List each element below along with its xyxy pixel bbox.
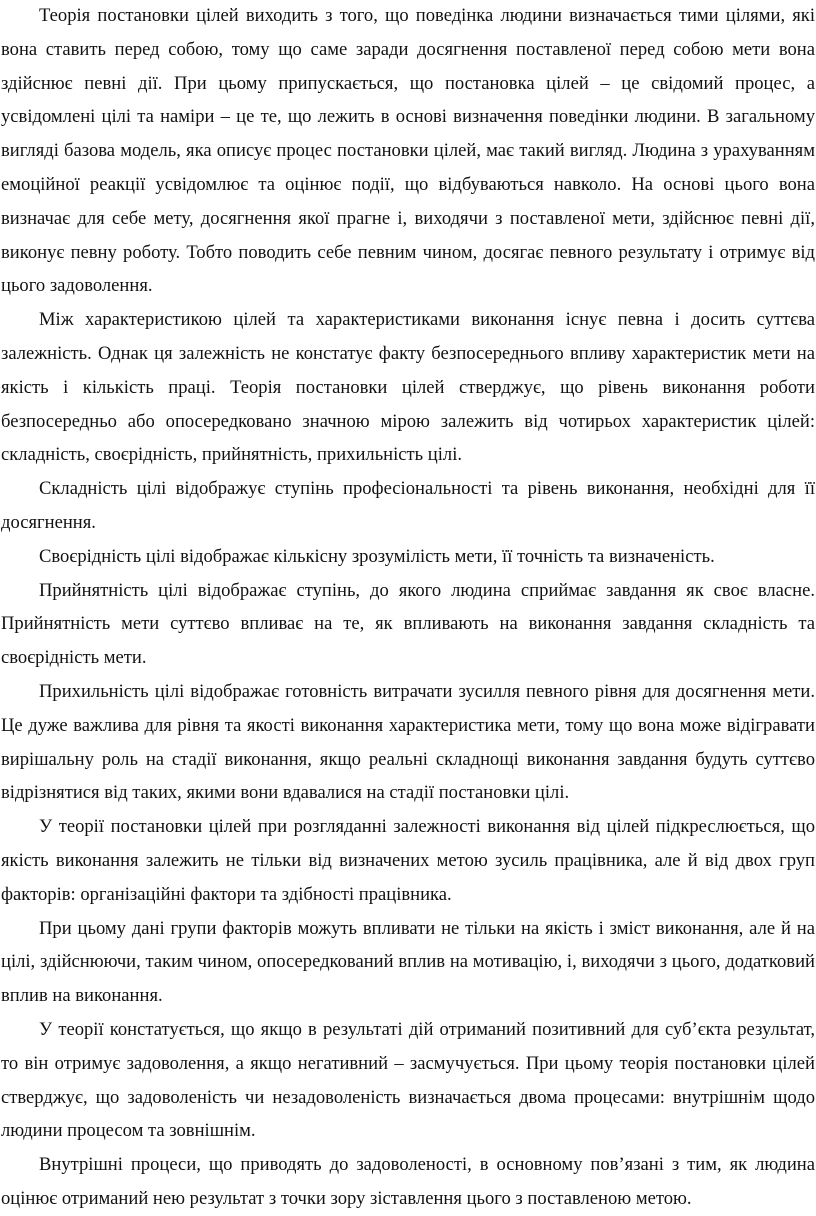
paragraph-goal-complexity: Складність цілі відображує ступінь професіональності та рівень виконання, необхідні для її досягнення. bbox=[1, 478, 815, 533]
paragraph-goal-commitment: Прихильність цілі відображає готовність витрачати зусилля певного рівня для досягнення мети. Це дуже важлива для рівня та якості виконання характеристика мети, тому що вона може відігравати вирішальну роль на стадії виконання, якщо реальні складнощі виконання завдання будуть суттєво відрізнятися від таких, якими вони вдавалися на стадії постановки цілі. bbox=[1, 680, 815, 804]
paragraph-goal-specificity: Своєрідність цілі відображає кількісну зрозумілість мети, її точність та визначеність. bbox=[39, 545, 715, 567]
paragraph-internal-processes: Внутрішні процеси, що приводять до задоволеності, в основному пов’язані з тим, як людина оцінює отриманий нею результат з точки зору зіставлення цього з поставленою метою. bbox=[1, 1154, 815, 1209]
paragraph-factor-influence: При цьому дані групи факторів можуть впливати не тільки на якість і зміст виконання, але й на цілі, здійснюючи, таким чином, опосередкований вплив на мотивацію, і, виходячи з цього, додатковий вплив на виконання. bbox=[1, 917, 815, 1007]
paragraph-goal-characteristics: Між характеристикою цілей та характеристиками виконання існує певна і досить суттєва залежність. Однак ця залежність не констатує факту безпосереднього впливу характеристик мети на якість і кількість праці. Теорія постановки цілей стверджує, що рівень виконання роботи безпосередньо або опосередковано значною мірою залежить від чотирьох характеристик цілей: складність, своєрідність, прийнятність, прихильність цілі. bbox=[1, 309, 815, 466]
paragraph-performance-factors: У теорії постановки цілей при розгляданні залежності виконання від цілей підкреслюється, що якість виконання залежить не тільки від визначених метою зусиль працівника, але й від двох груп факторів: організаційні фактори та здібності працівника. bbox=[1, 816, 815, 905]
paragraph-goal-acceptance: Прийнятність цілі відображає ступінь, до якого людина сприймає завдання як своє власне. Прийнятність мети суттєво впливає на те, як впливають на виконання завдання складність та своєрідність мети. bbox=[1, 579, 815, 669]
paragraph-goal-setting-theory: Теорія постановки цілей виходить з того, що поведінка людини визначається тими цілями, які вона ставить перед собою, тому що саме заради досягнення поставленої перед собою мети вона здійснює певні дії. При цьому припускається, що постановка цілей – це свідомий процес, а усвідомлені цілі та наміри – це те, що лежить в основі визначення поведінки людини. В загальному вигляді базова модель, яка описує процес постановки цілей, має такий вигляд. Людина з урахуванням емоційної реакції усвідомлює та оцінює події, що відбуваються навколо. На основі цього вона визначає для себе мету, досягнення якої прагне і, виходячи з поставленої мети, здійснює певні дії, виконує певну роботу. Тобто поводить себе певним чином, досягає певного результату і отримує від цього задоволення. bbox=[1, 5, 815, 297]
paragraph-satisfaction: У теорії констатується, що якщо в результаті дій отриманий позитивний для суб’єкта результат, то він отримує задоволення, а якщо негативний – засмучується. При цьому теорія постановки цілей стверджує, що задоволеність чи незадоволеність визначається двома процесами: внутрішнім щодо людини процесом та зовнішнім. bbox=[1, 1018, 815, 1142]
